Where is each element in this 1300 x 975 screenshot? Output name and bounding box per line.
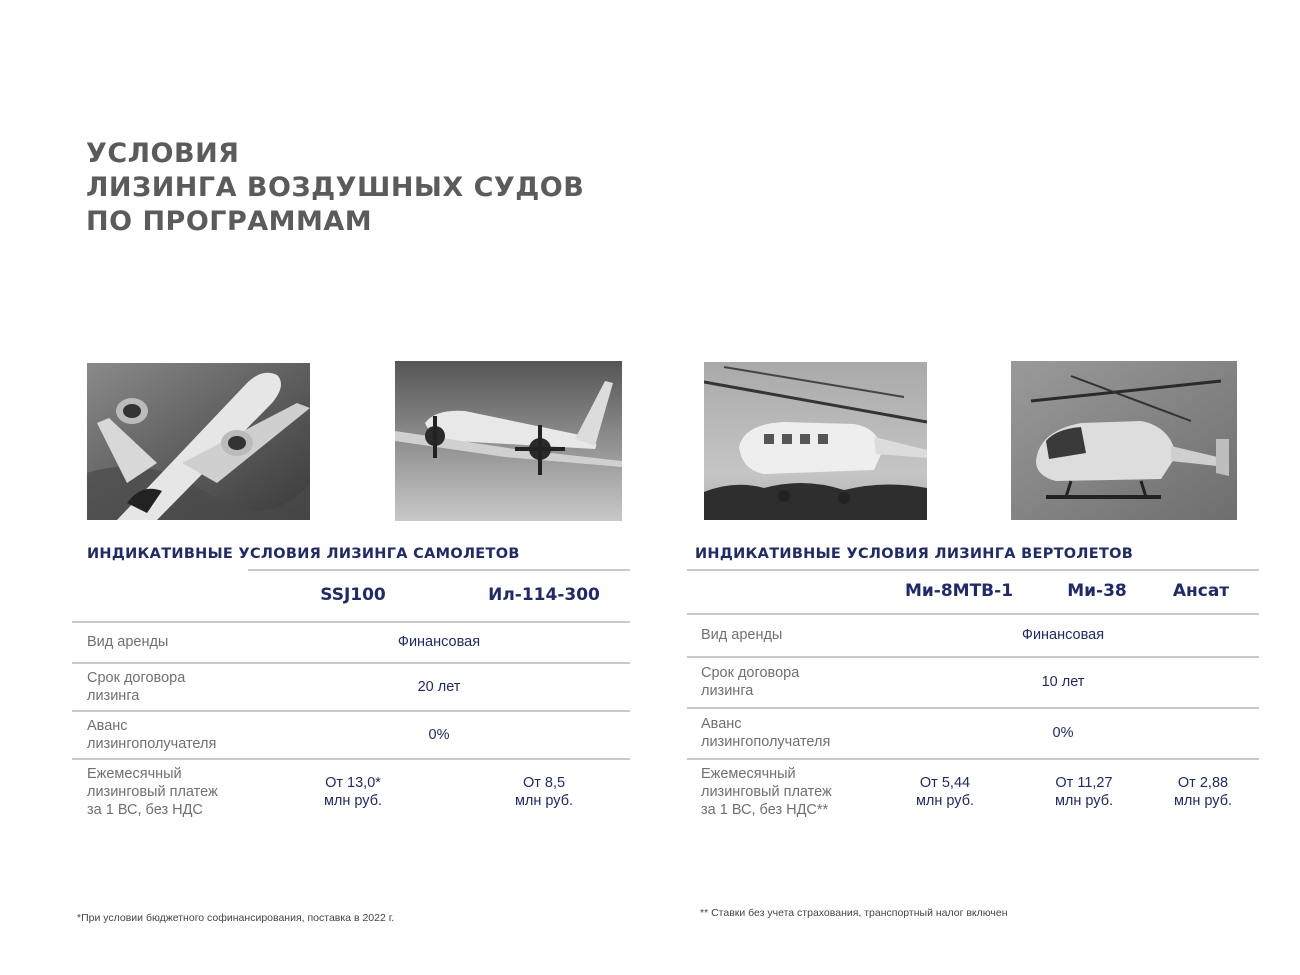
helis-row-divider (687, 707, 1259, 709)
ssj100-photo (87, 363, 310, 520)
helis-column-ansat: Ансат (1172, 581, 1230, 601)
planes-value-payment-il114: От 8,5 млн руб. (514, 775, 574, 809)
helis-column-mi8: Ми-8МТВ-1 (904, 581, 1014, 601)
page-title-line-3: ПО ПРОГРАММАМ (86, 206, 373, 237)
helis-header-divider (687, 569, 1259, 571)
helis-value-payment-mi38: От 11,27 млн руб. (1054, 775, 1114, 809)
planes-row-divider (72, 662, 630, 664)
helis-value-payment-ansat: От 2,88 млн руб. (1173, 775, 1233, 809)
planes-row-label-payment: Ежемесячный лизинговый платеж за 1 ВС, без НДС (87, 766, 218, 818)
planes-section-heading: ИНДИКАТИВНЫЕ УСЛОВИЯ ЛИЗИНГА САМОЛЕТОВ (87, 546, 520, 562)
helis-row-label-lease-type: Вид аренды (701, 627, 783, 643)
helis-row-label-advance: Аванс лизингополучателя (701, 716, 831, 750)
planes-value-term: 20 лет (417, 679, 461, 695)
helicopter-photo-icon (1011, 361, 1237, 520)
helis-column-mi38: Ми-38 (1067, 581, 1127, 601)
ansat-photo (1011, 361, 1237, 520)
page-title-line-2: ЛИЗИНГА ВОЗДУШНЫХ СУДОВ (86, 172, 585, 203)
page-title-line-1: УСЛОВИЯ (86, 138, 240, 169)
mi8-photo (704, 362, 927, 520)
helis-row-divider (687, 613, 1259, 615)
il114-photo (395, 361, 622, 521)
planes-header-divider (248, 569, 630, 571)
planes-row-label-advance: Аванс лизингополучателя (87, 718, 217, 752)
planes-row-label-term: Срок договора лизинга (87, 670, 186, 704)
helis-value-advance: 0% (1052, 725, 1074, 741)
planes-footnote: *При условии бюджетного софинансирования, поставка в 2022 г. (77, 912, 395, 924)
planes-value-advance: 0% (428, 727, 450, 743)
helis-row-label-term: Срок договора лизинга (701, 665, 800, 699)
page-title (86, 137, 584, 239)
planes-column-il114: Ил-114-300 (488, 585, 600, 605)
planes-row-divider (72, 621, 630, 623)
airplane-turboprop-photo-icon (395, 361, 622, 521)
helis-footnote: ** Ставки без учета страхования, транспортный налог включен (700, 907, 1008, 919)
planes-row-divider (72, 710, 630, 712)
helis-value-payment-mi8: От 5,44 млн руб. (915, 775, 975, 809)
planes-column-ssj100: SSJ100 (320, 585, 386, 605)
helis-row-label-payment: Ежемесячный лизинговый платеж за 1 ВС, без НДС** (701, 766, 832, 818)
helis-value-lease-type: Финансовая (1021, 627, 1105, 643)
helis-section-heading: ИНДИКАТИВНЫЕ УСЛОВИЯ ЛИЗИНГА ВЕРТОЛЕТОВ (695, 546, 1134, 562)
planes-row-label-lease-type: Вид аренды (87, 634, 169, 650)
helis-row-divider (687, 656, 1259, 658)
planes-value-lease-type: Финансовая (397, 634, 481, 650)
helis-value-term: 10 лет (1041, 674, 1085, 690)
planes-value-payment-ssj100: От 13,0* млн руб. (323, 775, 383, 809)
planes-row-divider (72, 758, 630, 760)
helis-row-divider (687, 758, 1259, 760)
helicopter-photo-icon (704, 362, 927, 520)
airplane-jet-photo-icon (87, 363, 310, 520)
